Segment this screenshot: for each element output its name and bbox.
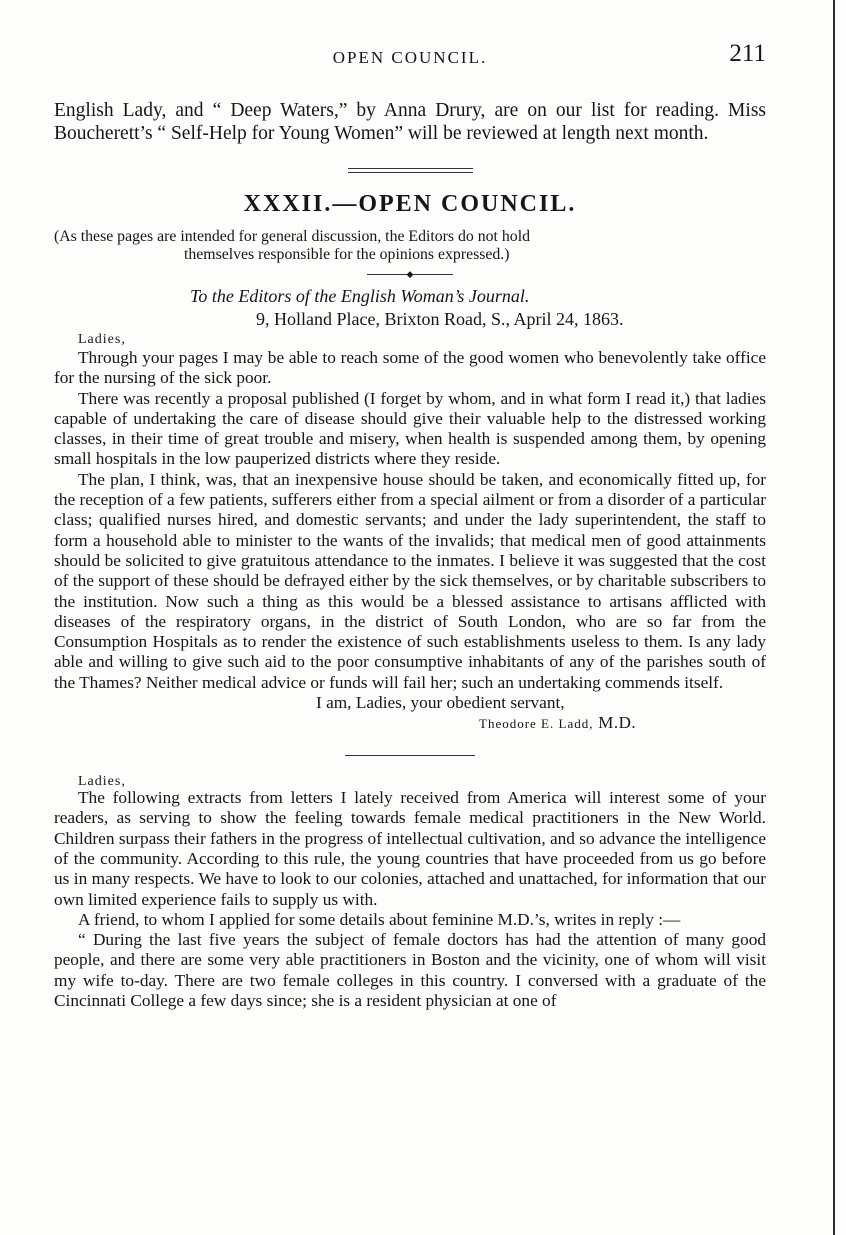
letter-separator — [345, 755, 475, 756]
running-title: OPEN COUNCIL. — [332, 48, 488, 67]
journal-page — [54, 38, 766, 1011]
page-edge-rule — [833, 0, 835, 1235]
letter2-paragraph: “ During the last five years the subject of female doctors has had the attention of many good people, and there are some very able practitioners in Boston and the vicinity, one of whom will visit my wife to-day. There are two female colleges in this country. I conversed with a graduate of the Cincinnati College a few days since; she is a resident physician at one of — [54, 930, 766, 1011]
signature-name: Theodore E. Ladd, — [479, 716, 594, 732]
running-head — [54, 38, 766, 78]
letter1-paragraph: There was recently a proposal published (I forget by whom, and in what form I read it,) that ladies capable of undertaking the care of disease should give their valuable help to the distressed working classes, in their time of great trouble and misery, when health is suspended among them, by opening small hospitals in the low pauperized districts where they reside. — [54, 388, 766, 469]
section-title: XXXII.—OPEN COUNCIL. — [243, 191, 577, 217]
letter1-paragraph: The plan, I think, was, that an inexpensive house should be taken, and economically fitted up, for the reception of a few patients, sufferers either from a special ailment or from a disorder of a particular class; qualified nurses hired, and domestic servants; and under the lady superintendent, the staff to form a household able to minister to the wants of the invalids; that medical men of good attainments should be solicited to give gratuitous attendance to the inmates. I believe it was suggested that the cost of the support of these should be defrayed either by the sick themselves, or by charitable subscribers to the institution. Now such a thing as this would be a blessed assistance to artisans afflicted with diseases of the respiratory organs, in the district of South London, who are so far from the Consumption Hospitals as to render the existence of such establishments useless to them. Is any lady able and willing to give such aid to the poor consumptive inhabitants of any of the parishes south of the Thames? Neither medical advice or funds will fail her; such an undertaking commends itself. — [54, 469, 766, 692]
letter-closing: I am, Ladies, your obedient servant, — [316, 693, 565, 713]
editorial-note-line-2: themselves responsible for the opinions expressed.) — [184, 246, 510, 263]
letter2-paragraph: The following extracts from letters I lately received from America will interest some of your readers, as serving to show the feeling towards female medical practitioners in the New World. Children surpass their fathers in the progress of intellectual cultivation, and so advance the intelligence of the community. According to this rule, the young countries that have proceeded from us go before us in many respects. We have to look to our colonies, attached and unattached, for information that our own limited experience fails to supply us with. — [54, 788, 766, 909]
section-divider — [348, 168, 473, 173]
ornament-divider: ◆ — [54, 268, 766, 280]
letter-dateline: 9, Holland Place, Brixton Road, S., April 24, 1863. — [256, 309, 624, 329]
letter-addressee: To the Editors of the English Woman’s Journal. — [190, 286, 530, 306]
letter-salutation: Ladies, — [78, 332, 126, 347]
letter2-salutation: Ladies, — [78, 774, 126, 790]
editorial-note — [54, 228, 766, 264]
editorial-note-line-1: (As these pages are intended for general discussion, the Editors do not hold — [54, 228, 530, 245]
signature-degree: M.D. — [598, 713, 637, 733]
letter2-body — [54, 788, 766, 1011]
letter-signature — [479, 713, 766, 734]
page-number: 211 — [729, 40, 766, 67]
letter1-paragraph: Through your pages I may be able to reach some of the good women who benevolently take office for the nursing of the sick poor. — [54, 348, 766, 388]
letter2-paragraph: A friend, to whom I applied for some details about feminine M.D.’s, writes in reply :— — [78, 909, 681, 929]
intro-paragraph: English Lady, and “ Deep Waters,” by Anna Drury, are on our list for reading. Miss Boucherett’s “ Self-Help for Young Women” will be reviewed at length next month. — [54, 100, 766, 144]
